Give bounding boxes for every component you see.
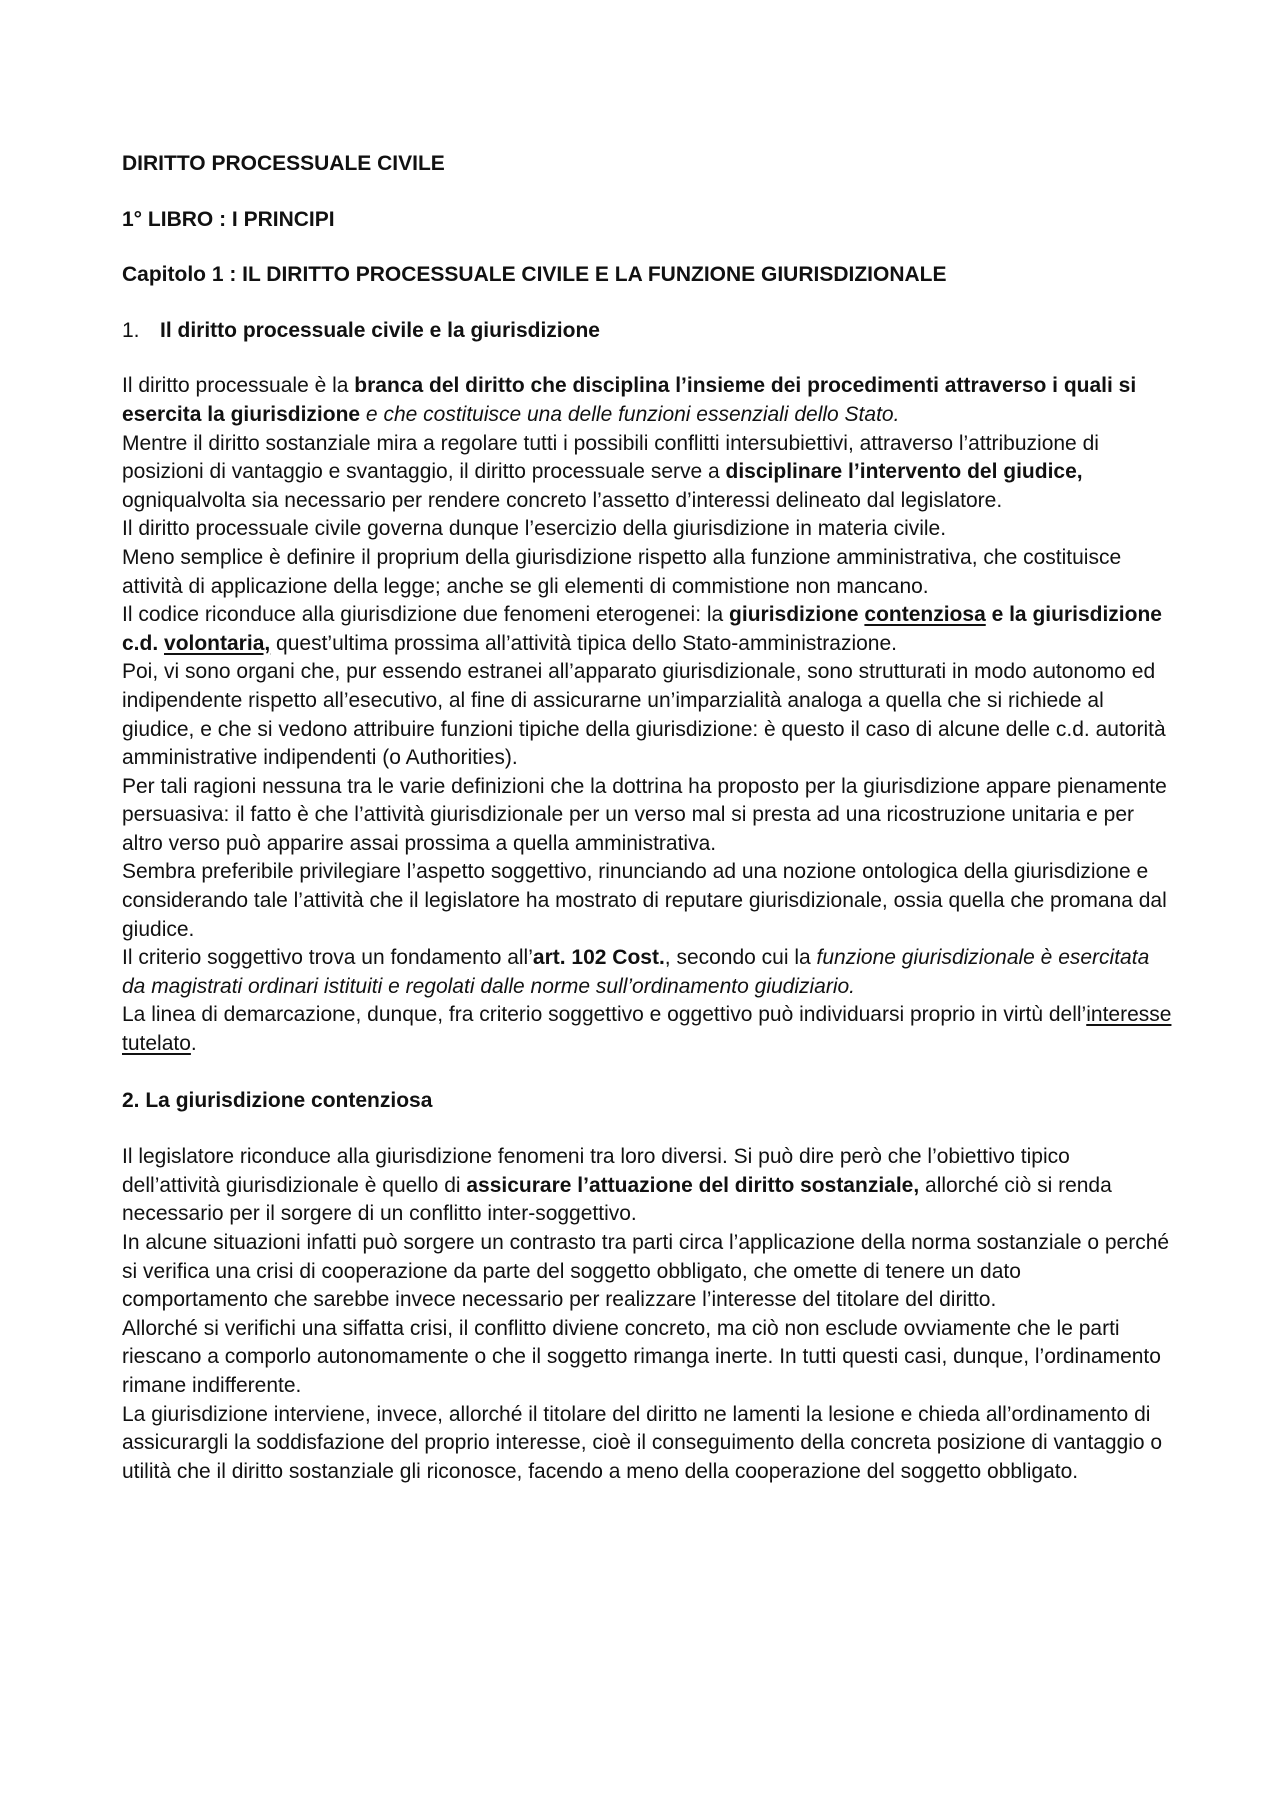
book-title: 1° LIBRO : I PRINCIPI: [122, 207, 335, 231]
bold-run: e la giurisdizione c.d.: [122, 603, 1162, 655]
chapter-title: [122, 261, 1172, 290]
bold-run: giurisdizione: [729, 603, 865, 627]
bold-underline-run: volontaria,: [164, 631, 271, 655]
section-1-number: 1.: [122, 318, 140, 342]
bold-run: branca del diritto che disciplina l’insieme dei procedimenti attraverso i quali si esercita la giurisdizione: [122, 374, 1137, 426]
text-run: La linea di demarcazione, dunque, fra criterio soggettivo e oggettivo può individuarsi proprio in virtù dell’: [122, 1003, 1087, 1027]
bold-underline-run: contenziosa: [864, 603, 986, 627]
paragraph: [122, 601, 1172, 658]
paragraph: Il diritto processuale civile governa dunque l’esercizio della giurisdizione in materia civile.: [122, 517, 947, 541]
bold-run: assicurare l’attuazione del diritto sostanziale,: [466, 1173, 920, 1197]
paragraph: Per tali ragioni nessuna tra le varie definizioni che la dottrina ha proposto per la giurisdizione appare pienamente persuasiva: il fatto è che l’attività giurisdizionale per un verso mal si presta ad una ricostruzione unitaria e per altro verso può apparire assai prossima a quella amministrativa.: [122, 774, 1167, 855]
chapter-name: IL DIRITTO PROCESSUALE CIVILE E LA FUNZIONE GIURISDIZIONALE: [242, 263, 947, 287]
paragraph: Sembra preferibile privilegiare l’aspetto soggettivo, rinunciando ad una nozione ontologica della giurisdizione e considerando tale l’attività che il legislatore ha mostrato di reputare giurisdizionale, ossia quella che promana dal giudice.: [122, 860, 1167, 941]
paragraph: [122, 944, 1172, 1001]
text-run: , secondo cui la: [664, 946, 817, 970]
bold-run: art. 102 Cost.: [532, 946, 665, 970]
paragraph: [122, 430, 1172, 516]
text-run: allorché ciò si renda necessario per il sorgere di un conflitto inter-soggettivo.: [122, 1173, 1112, 1226]
paragraph: [122, 372, 1172, 429]
text-run: Il criterio soggettivo trova un fondamento all’: [122, 946, 533, 970]
italic-run: funzione giurisdizionale è esercitata da magistrati ordinari istituiti e regolati dalle norme sull’ordinamento giudiziario.: [122, 946, 1150, 998]
text-run: quest’ultima prossima all’attività tipica dello Stato-amministrazione.: [270, 631, 897, 655]
document-title: DIRITTO PROCESSUALE CIVILE: [122, 152, 445, 175]
paragraph: [122, 1143, 1172, 1229]
section-1-title: Il diritto processuale civile e la giurisdizione: [160, 318, 600, 342]
text-run: Il diritto processuale è la: [122, 374, 355, 398]
paragraph: In alcune situazioni infatti può sorgere un contrasto tra parti circa l’applicazione della norma sostanziale o perché si verifica una crisi di cooperazione da parte del soggetto obbligato, che omette di tenere un dato comportamento che sarebbe invece necessario per realizzare l’interesse del titolare del diritto.: [122, 1231, 1170, 1312]
text-run: Il legislatore riconduce alla giurisdizione fenomeni tra loro diversi. Si può dire però che l’obiettivo tipico dell’attività giurisdizionale è quello di: [122, 1145, 1070, 1197]
section-2-heading: 2. La giurisdizione contenziosa: [122, 1088, 433, 1112]
underline-run: interesse tutelato: [122, 1003, 1172, 1056]
paragraph: [122, 1001, 1172, 1058]
paragraph: Meno semplice è definire il proprium della giurisdizione rispetto alla funzione amministrativa, che costituisce attività di applicazione della legge; anche se gli elementi di commistione non mancano.: [122, 545, 1122, 598]
document-body: [122, 150, 1172, 1486]
paragraph: Allorché si verifichi una siffatta crisi, il conflitto diviene concreto, ma ciò non esclude ovviamente che le parti riescano a comporlo autonomamente o che il soggetto rimanga inerte. In tutti questi casi, dunque, l’ordinamento rimane indifferente.: [122, 1316, 1161, 1397]
text-run: ogniqualvolta sia necessario per rendere concreto l’assetto d’interessi delineato dal legislatore.: [122, 488, 1003, 512]
section-1-heading: [122, 317, 1172, 346]
chapter-label: Capitolo 1 :: [122, 263, 243, 287]
text-run: .: [190, 1032, 197, 1056]
text-run: Mentre il diritto sostanziale mira a regolare tutti i possibili conflitti intersubiettivi, attraverso l’attribuzione di posizioni di vantaggio e svantaggio, il diritto processuale serve a: [122, 431, 1099, 484]
paragraph: La giurisdizione interviene, invece, allorché il titolare del diritto ne lamenti la lesione e chieda all’ordinamento di assicurargli la soddisfazione del proprio interesse, cioè il conseguimento della concreta posizione di vantaggio o utilità che il diritto sostanziale gli riconosce, facendo a meno della cooperazione del soggetto obbligato.: [122, 1402, 1163, 1483]
italic-run: e che costituisce una delle funzioni essenziali dello Stato.: [360, 402, 900, 426]
paragraph: Poi, vi sono organi che, pur essendo estranei all’apparato giurisdizionale, sono strutturati in modo autonomo ed indipendente rispetto all’esecutivo, al fine di assicurarne un’imparzialità analoga a quella che si richiede al giudice, e che si vedono attribuire funzioni tipiche della giurisdizione: è questo il caso di alcune delle c.d. autorità amministrative indipendenti (o Authorities).: [122, 660, 1166, 770]
text-run: Il codice riconduce alla giurisdizione due fenomeni eterogenei: la: [122, 603, 730, 627]
bold-run: disciplinare l’intervento del giudice,: [725, 460, 1083, 484]
